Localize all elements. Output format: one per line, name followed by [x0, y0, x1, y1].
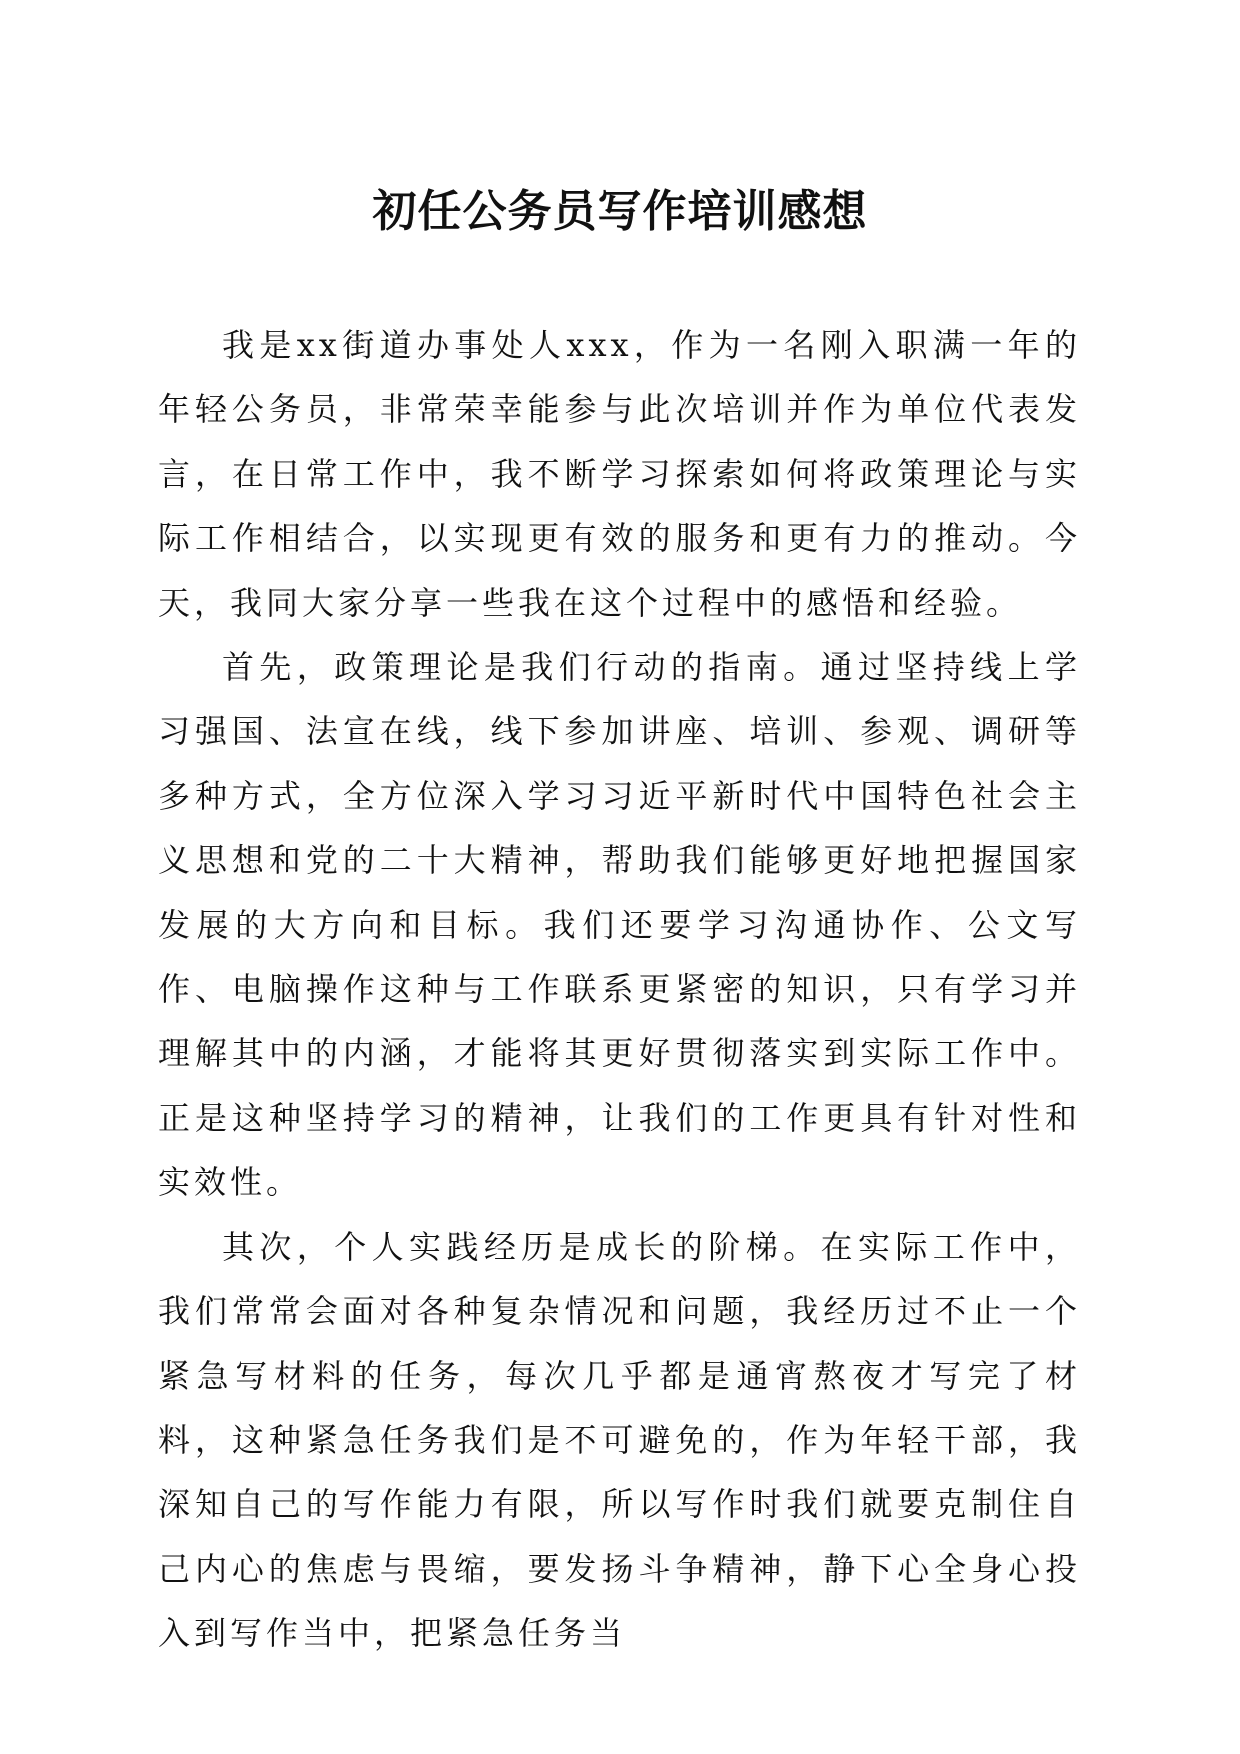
paragraph-practice: 其次，个人实践经历是成长的阶梯。在实际工作中，我们常常会面对各种复杂情况和问题，我经历过不止一个紧急写材料的任务，每次几乎都是通宵熬夜才写完了材料，这种紧急任务我们是不可避免的，作为年轻干部，我深知自己的写作能力有限，所以写作时我们就要克制住自己内心的焦虑与畏缩，要发扬斗争精神，静下心全身心投入到写作当中，把紧急任务当: [158, 1227, 1081, 1653]
paragraph-intro: 我是xx街道办事处人xxx，作为一名刚入职满一年的年轻公务员，非常荣幸能参与此次培训并作为单位代表发言，在日常工作中，我不断学习探索如何将政策理论与实际工作相结合，以实现更有效的服务和更有力的推动。今天，我同大家分享一些我在这个过程中的感悟和经验。: [158, 326, 1081, 622]
document-body: [158, 313, 1081, 1666]
document-title: 初任公务员写作培训感想: [372, 186, 868, 237]
paragraph-policy-theory: 首先，政策理论是我们行动的指南。通过坚持线上学习强国、法宣在线，线下参加讲座、培训、参观、调研等多种方式，全方位深入学习习近平新时代中国特色社会主义思想和党的二十大精神，帮助我们能够更好地把握国家发展的大方向和目标。我们还要学习沟通协作、公文写作、电脑操作这种与工作联系更紧密的知识，只有学习并理解其中的内涵，才能将其更好贯彻落实到实际工作中。正是这种坚持学习的精神，让我们的工作更具有针对性和实效性。: [158, 648, 1081, 1202]
